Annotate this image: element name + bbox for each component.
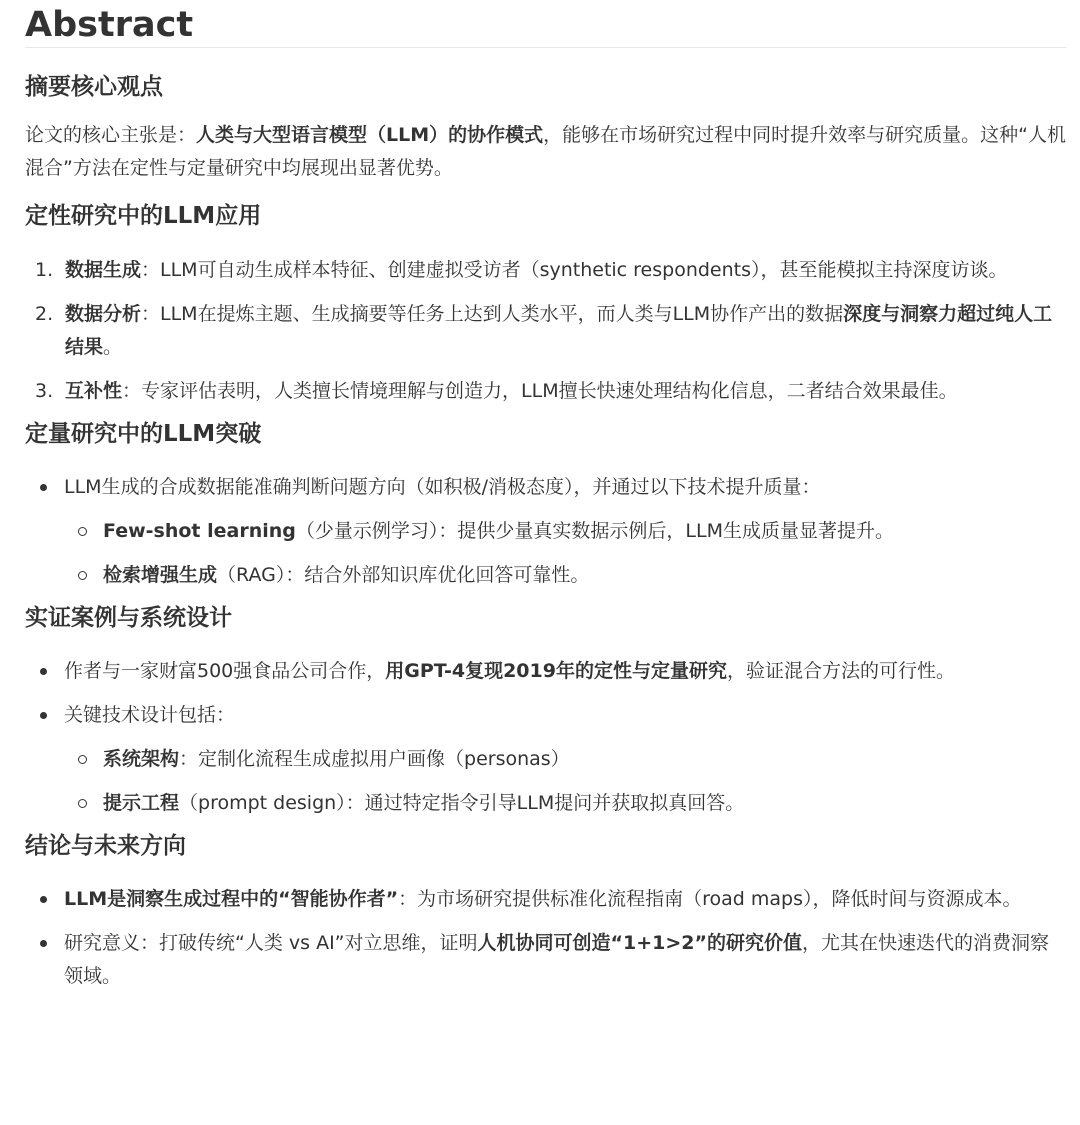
list-number: 2. <box>35 303 54 325</box>
item-suffix: ，尤其在快速迭代的消费洞察领域。 <box>64 932 1050 987</box>
list-item <box>25 375 1066 408</box>
section-heading-conclusion: 结论与未来方向 <box>25 833 186 859</box>
list-item <box>25 298 1066 364</box>
core-paragraph <box>25 119 1066 185</box>
list-number: 3. <box>35 380 54 402</box>
sub-list <box>64 743 1066 820</box>
item-bold: 系统架构 <box>103 748 180 770</box>
sub-list-item <box>64 743 1066 776</box>
sub-list <box>64 515 1066 592</box>
item-bold: LLM是洞察生成过程中的“智能协作者” <box>64 888 399 910</box>
item-text: （prompt design）：通过特定指令引导LLM提问并获取拟真回答。 <box>179 792 745 814</box>
item-text: LLM生成的合成数据能准确判断问题方向（如积极/消极态度），并通过以下技术提升质量： <box>64 476 821 498</box>
list-item <box>25 699 1066 820</box>
item-prefix: 作者与一家财富500强食品公司合作， <box>64 660 386 682</box>
page-title: Abstract <box>25 3 1066 48</box>
item-bold: 数据生成 <box>65 259 142 281</box>
item-bold: 检索增强生成 <box>103 564 218 586</box>
quantitative-list <box>25 471 1066 592</box>
sub-list-item <box>64 515 1066 548</box>
list-item <box>25 471 1066 592</box>
conclusion-list <box>25 883 1066 993</box>
item-text: （少量示例学习）：提供少量真实数据示例后，LLM生成质量显著提升。 <box>295 520 894 542</box>
item-bold: Few-shot learning <box>103 520 296 542</box>
item-text: ：为市场研究提供标准化流程指南（road maps），降低时间与资源成本。 <box>398 888 1022 910</box>
qualitative-list <box>25 254 1066 408</box>
case-list <box>25 655 1066 820</box>
section-heading-core: 摘要核心观点 <box>25 74 163 100</box>
core-prefix: 论文的核心主张是： <box>25 124 197 146</box>
list-item <box>25 254 1066 287</box>
core-suffix: ，能够在市场研究过程中同时提升效率与研究质量。这种“人机混合”方法在定性与定量研究中均展现出显著优势。 <box>25 124 1066 179</box>
item-text: ：专家评估表明，人类擅长情境理解与创造力，LLM擅长快速处理结构化信息，二者结合效果最佳。 <box>122 380 958 402</box>
item-bold: 提示工程 <box>103 792 180 814</box>
item-text: （RAG）：结合外部知识库优化回答可靠性。 <box>217 564 590 586</box>
item-text: ：定制化流程生成虚拟用户画像（personas） <box>179 748 570 770</box>
section-heading-qualitative: 定性研究中的LLM应用 <box>25 203 262 229</box>
item-bold: 数据分析 <box>65 303 142 325</box>
item-bold: 人机协同可创造“1+1>2”的研究价值 <box>477 932 802 954</box>
item-text-2: 。 <box>103 336 123 358</box>
core-bold: 人类与大型语言模型（LLM）的协作模式 <box>196 124 544 146</box>
item-text: ：LLM在提炼主题、生成摘要等任务上达到人类水平，而人类与LLM协作产出的数据 <box>141 303 844 325</box>
item-bold: 用GPT-4复现2019年的定性与定量研究 <box>385 660 727 682</box>
item-bold: 互补性 <box>65 380 123 402</box>
item-text: 关键技术设计包括： <box>64 704 236 726</box>
list-item <box>25 927 1066 993</box>
section-heading-quantitative: 定量研究中的LLM突破 <box>25 421 262 447</box>
sub-list-item <box>64 559 1066 592</box>
sub-list-item <box>64 787 1066 820</box>
list-number: 1. <box>35 259 54 281</box>
list-item <box>25 883 1066 916</box>
item-prefix: 研究意义：打破传统“人类 vs AI”对立思维，证明 <box>64 932 478 954</box>
document <box>0 3 1080 993</box>
item-text: ：LLM可自动生成样本特征、创建虚拟受访者（synthetic respondents），甚至能模拟主持深度访谈。 <box>141 259 1008 281</box>
item-suffix: ，验证混合方法的可行性。 <box>726 660 955 682</box>
item-bold-2: 深度与洞察力超过纯人工结果 <box>65 303 1053 358</box>
section-heading-case: 实证案例与系统设计 <box>25 605 232 631</box>
list-item <box>25 655 1066 688</box>
